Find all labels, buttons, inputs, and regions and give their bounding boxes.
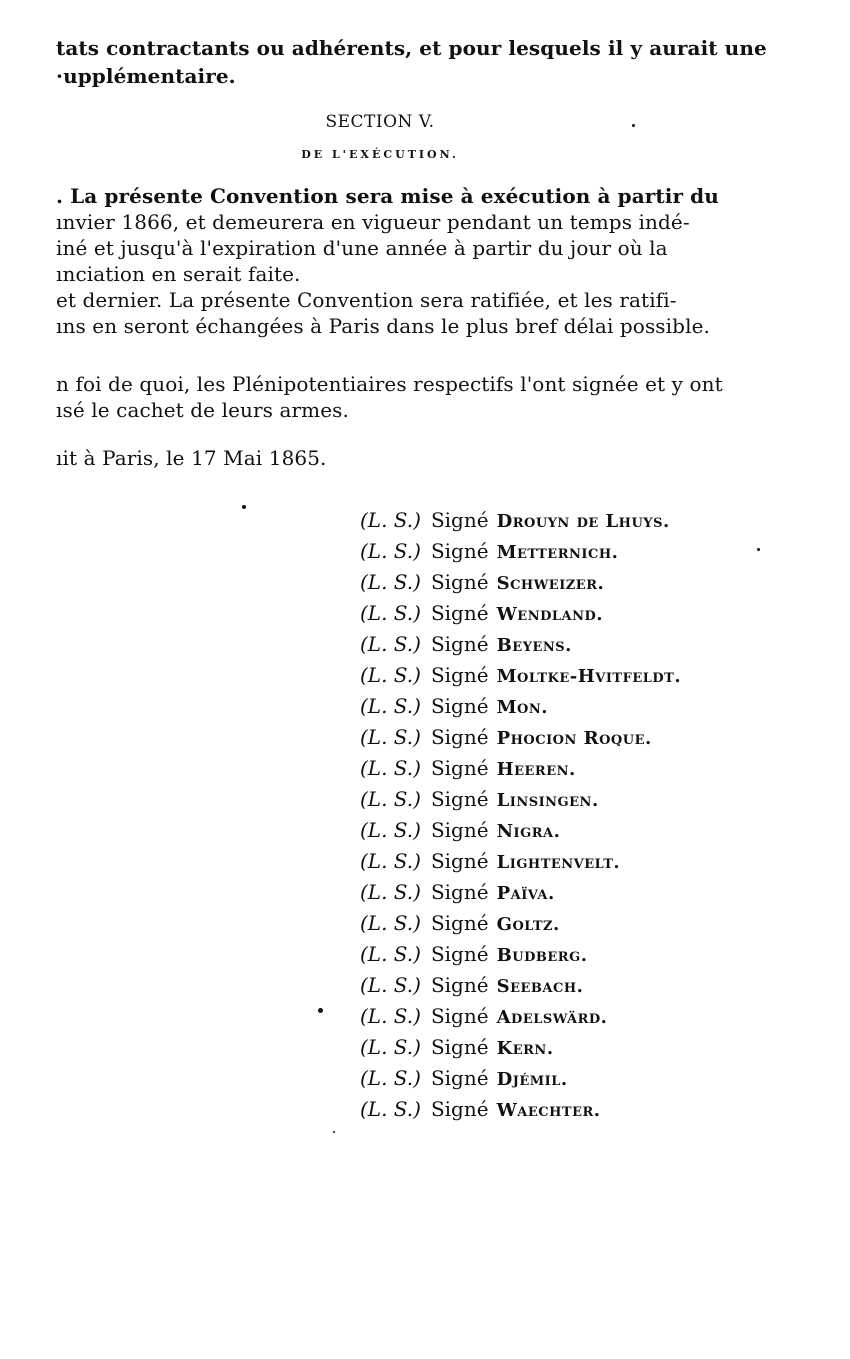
signed-word: Signé [430,1035,489,1059]
signature-row [360,847,681,878]
signatory-name: Djémil. [496,1069,568,1090]
signatory-name: Goltz. [496,914,560,935]
signatory-name: Païva. [496,883,555,904]
signature-row [360,1095,681,1126]
seal-mark: (L. S.) [360,725,421,749]
seal-mark: (L. S.) [360,756,421,780]
signed-word: Signé [430,1097,489,1121]
signature-row [360,940,681,971]
signatory-name: Moltke-Hvitfeldt. [496,666,682,687]
ink-speck [242,505,246,509]
signature-list [360,506,681,1126]
seal-mark: (L. S.) [360,818,421,842]
closing-line: ısé le cachet de leurs armes. [56,398,349,422]
seal-mark: (L. S.) [360,911,421,935]
text-line: tats contractants ou adhérents, et pour lesquels il y aurait une [56,36,767,60]
seal-mark: (L. S.) [360,632,421,656]
closing-line: n foi de quoi, les Plénipotentiaires respectifs l'ont signée et y ont [56,372,723,396]
signature-row [360,599,681,630]
signatory-name: Budberg. [496,945,588,966]
signed-word: Signé [430,632,489,656]
signed-word: Signé [430,725,489,749]
signed-word: Signé [430,818,489,842]
signed-word: Signé [430,973,489,997]
signed-word: Signé [430,694,489,718]
signatory-name: Metternich. [496,542,619,563]
seal-mark: (L. S.) [360,1066,421,1090]
signatory-name: Waechter. [496,1100,601,1121]
signatory-name: Drouyn de Lhuys. [496,511,670,532]
signatory-name: Beyens. [496,635,572,656]
signature-row [360,971,681,1002]
signed-word: Signé [430,756,489,780]
signed-word: Signé [430,539,489,563]
signature-row [360,506,681,537]
signature-row [360,537,681,568]
signed-word: Signé [430,911,489,935]
seal-mark: (L. S.) [360,539,421,563]
article-line-text: . La présente Convention sera mise à exécution à partir du [56,184,719,208]
signatory-name: Lightenvelt. [496,852,621,873]
signature-row [360,568,681,599]
signed-word: Signé [430,570,489,594]
signed-word: Signé [430,663,489,687]
seal-mark: (L. S.) [360,663,421,687]
ink-speck [333,1131,335,1133]
signed-word: Signé [430,1004,489,1028]
signatory-name: Heeren. [496,759,576,780]
signature-row [360,692,681,723]
signatory-name: Wendland. [496,604,604,625]
date-line: ıit à Paris, le 17 Mai 1865. [56,446,327,470]
seal-mark: (L. S.) [360,601,421,625]
signature-row [360,630,681,661]
signed-word: Signé [430,508,489,532]
signature-row [360,754,681,785]
section-title: SECTION V. [325,112,435,132]
seal-mark: (L. S.) [360,1004,421,1028]
article-line [56,184,719,208]
article-line: ınciation en serait faite. [56,262,301,286]
signature-row [360,785,681,816]
signature-row [360,878,681,909]
ink-speck [632,124,635,127]
seal-mark: (L. S.) [360,880,421,904]
signed-word: Signé [430,1066,489,1090]
signed-word: Signé [430,942,489,966]
signatory-name: Linsingen. [496,790,599,811]
article-line: ıns en seront échangées à Paris dans le plus bref délai possible. [56,314,710,338]
signatory-name: Nigra. [496,821,561,842]
seal-mark: (L. S.) [360,973,421,997]
signed-word: Signé [430,880,489,904]
seal-mark: (L. S.) [360,508,421,532]
ink-speck [757,548,760,551]
seal-mark: (L. S.) [360,1035,421,1059]
signatory-name: Phocion Roque. [496,728,652,749]
seal-mark: (L. S.) [360,849,421,873]
signatory-name: Adelswärd. [496,1007,608,1028]
signed-word: Signé [430,849,489,873]
seal-mark: (L. S.) [360,787,421,811]
signed-word: Signé [430,601,489,625]
section-subtitle: DE L'EXÉCUTION. [301,148,459,161]
signed-word: Signé [430,787,489,811]
signature-row [360,723,681,754]
signature-row [360,661,681,692]
signatory-name: Kern. [496,1038,554,1059]
signature-row [360,909,681,940]
text-line: ·upplémentaire. [56,64,236,88]
article-line: ınvier 1866, et demeurera en vigueur pendant un temps indé- [56,210,690,234]
seal-mark: (L. S.) [360,1097,421,1121]
signature-row [360,816,681,847]
seal-mark: (L. S.) [360,694,421,718]
signatory-name: Seebach. [496,976,584,997]
article-line: et dernier. La présente Convention sera ratifiée, et les ratifi- [56,288,677,312]
signature-row [360,1033,681,1064]
seal-mark: (L. S.) [360,570,421,594]
article-line: iné et jusqu'à l'expiration d'une année à partir du jour où la [56,236,668,260]
seal-mark: (L. S.) [360,942,421,966]
ink-speck [318,1008,323,1013]
signature-row [360,1002,681,1033]
signatory-name: Mon. [496,697,548,718]
signature-row [360,1064,681,1095]
signatory-name: Schweizer. [496,573,605,594]
